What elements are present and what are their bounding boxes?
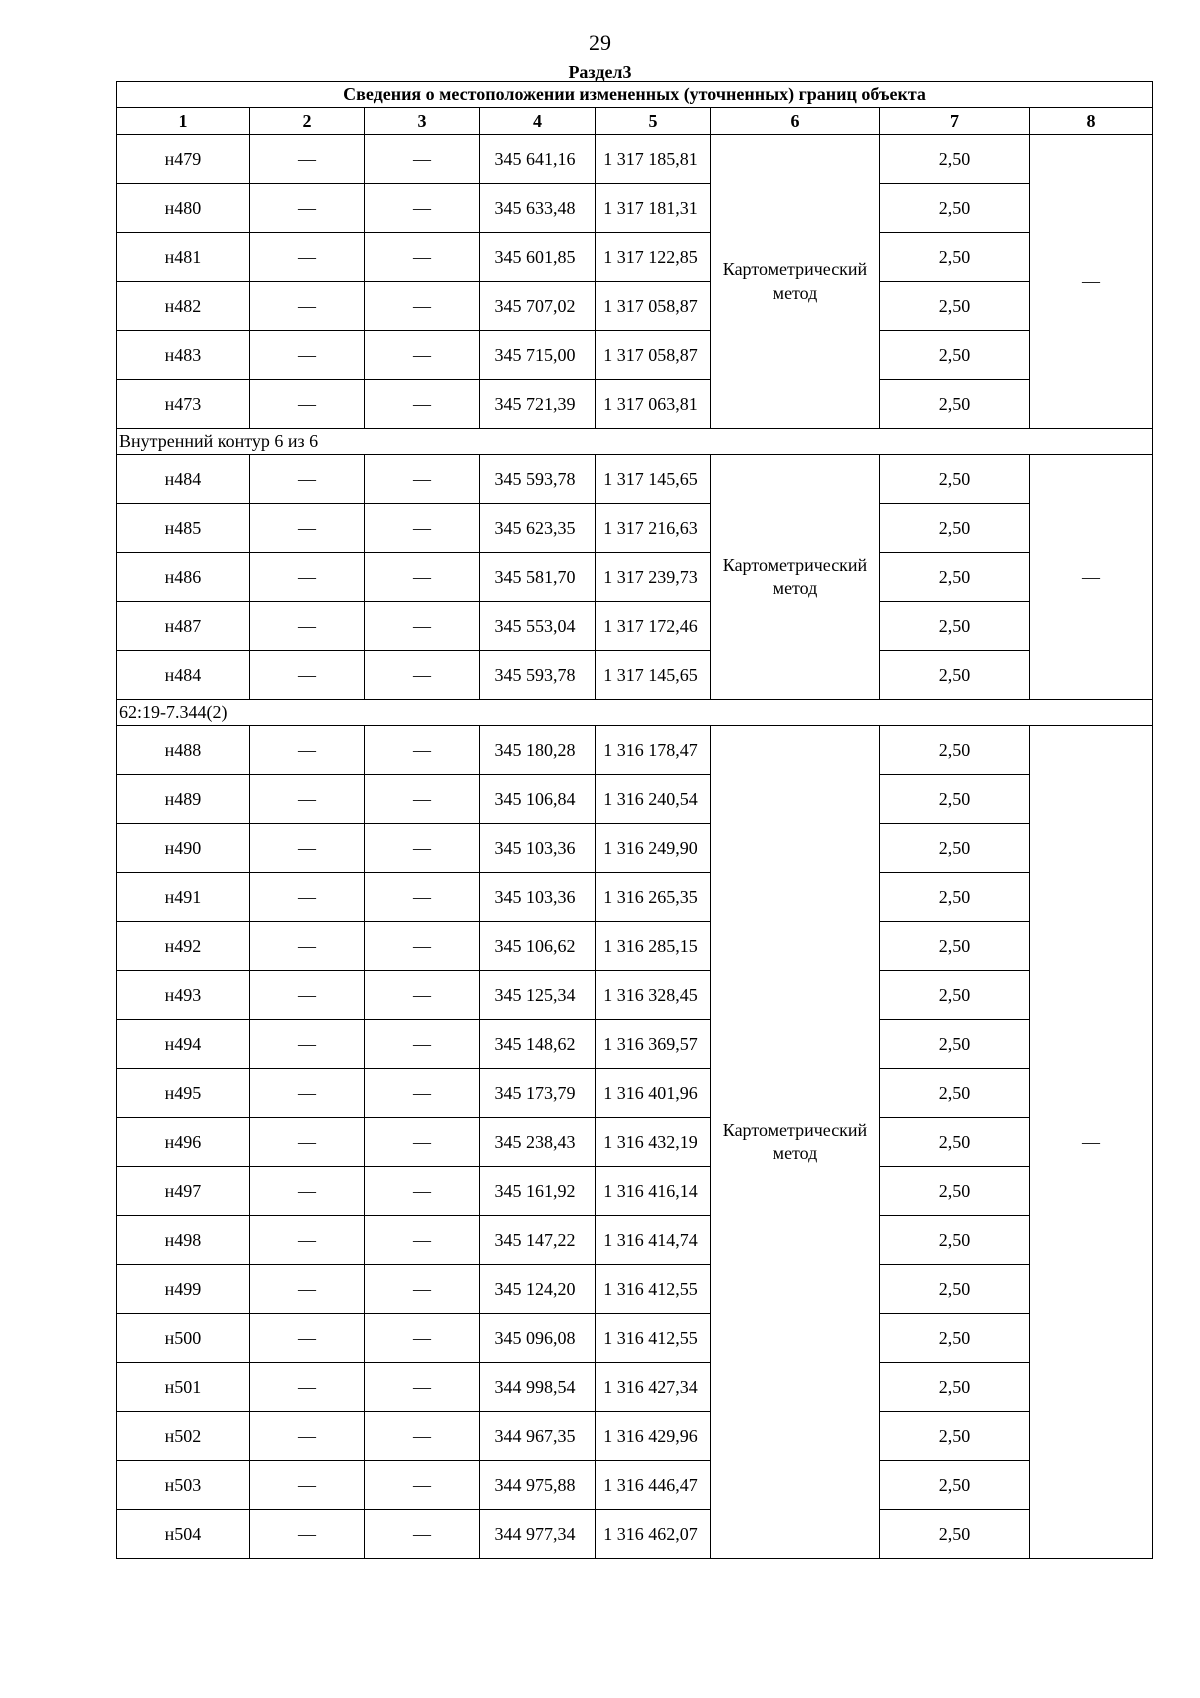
point-cell: н484 [117,651,250,700]
col2-cell: — [250,971,365,1020]
y-coordinate-cell: 1 317 216,63 [596,504,711,553]
table-row [117,1314,1153,1363]
x-coordinate-cell: 345 180,28 [480,726,596,775]
table-row [117,1020,1153,1069]
table-row [117,1265,1153,1314]
col3-cell: — [365,184,480,233]
col3-cell: — [365,971,480,1020]
x-coordinate-cell: 345 721,39 [480,380,596,429]
table-caption: Сведения о местоположении измененных (уточненных) границ объекта [117,82,1153,108]
x-coordinate-cell: 345 173,79 [480,1069,596,1118]
col2-cell: — [250,1412,365,1461]
accuracy-cell: 2,50 [880,1118,1030,1167]
x-coordinate-cell: 345 641,16 [480,135,596,184]
y-coordinate-cell: 1 316 328,45 [596,971,711,1020]
x-coordinate-cell: 345 601,85 [480,233,596,282]
table-row [117,1412,1153,1461]
point-cell: н487 [117,602,250,651]
point-cell: н473 [117,380,250,429]
y-coordinate-cell: 1 316 285,15 [596,922,711,971]
accuracy-cell: 2,50 [880,331,1030,380]
accuracy-cell: 2,50 [880,1363,1030,1412]
accuracy-cell: 2,50 [880,1069,1030,1118]
col3-cell: — [365,775,480,824]
y-coordinate-cell: 1 316 429,96 [596,1412,711,1461]
col2-cell: — [250,824,365,873]
method-cell: Картометрический метод [711,726,880,1559]
x-coordinate-cell: 345 238,43 [480,1118,596,1167]
col3-cell: — [365,1020,480,1069]
col2-cell: — [250,1020,365,1069]
y-coordinate-cell: 1 317 172,46 [596,602,711,651]
y-coordinate-cell: 1 316 416,14 [596,1167,711,1216]
col2-cell: — [250,282,365,331]
y-coordinate-cell: 1 317 181,31 [596,184,711,233]
col2-cell: — [250,1069,365,1118]
accuracy-cell: 2,50 [880,1216,1030,1265]
table-row [117,824,1153,873]
table-row [117,553,1153,602]
point-cell: н493 [117,971,250,1020]
point-cell: н488 [117,726,250,775]
col3-cell: — [365,455,480,504]
y-coordinate-cell: 1 316 427,34 [596,1363,711,1412]
col3-cell: — [365,922,480,971]
y-coordinate-cell: 1 316 249,90 [596,824,711,873]
x-coordinate-cell: 345 593,78 [480,651,596,700]
point-cell: н490 [117,824,250,873]
col2-cell: — [250,1118,365,1167]
x-coordinate-cell: 345 581,70 [480,553,596,602]
col3-cell: — [365,873,480,922]
accuracy-cell: 2,50 [880,380,1030,429]
x-coordinate-cell: 345 148,62 [480,1020,596,1069]
point-cell: н485 [117,504,250,553]
col3-cell: — [365,1265,480,1314]
x-coordinate-cell: 345 147,22 [480,1216,596,1265]
table-row [117,971,1153,1020]
x-coordinate-cell: 345 707,02 [480,282,596,331]
point-cell: н495 [117,1069,250,1118]
group-label: Внутренний контур 6 из 6 [117,429,1153,455]
y-coordinate-cell: 1 317 063,81 [596,380,711,429]
x-coordinate-cell: 345 103,36 [480,873,596,922]
accuracy-cell: 2,50 [880,726,1030,775]
y-coordinate-cell: 1 317 239,73 [596,553,711,602]
col3-cell: — [365,380,480,429]
y-coordinate-cell: 1 316 414,74 [596,1216,711,1265]
x-coordinate-cell: 345 553,04 [480,602,596,651]
x-coordinate-cell: 345 103,36 [480,824,596,873]
y-coordinate-cell: 1 316 240,54 [596,775,711,824]
col2-cell: — [250,602,365,651]
accuracy-cell: 2,50 [880,1412,1030,1461]
col2-cell: — [250,504,365,553]
col3-cell: — [365,1363,480,1412]
col8-cell: — [1030,726,1153,1559]
point-cell: н482 [117,282,250,331]
point-cell: н498 [117,1216,250,1265]
col3-cell: — [365,824,480,873]
y-coordinate-cell: 1 316 369,57 [596,1020,711,1069]
x-coordinate-cell: 345 593,78 [480,455,596,504]
accuracy-cell: 2,50 [880,1167,1030,1216]
accuracy-cell: 2,50 [880,1020,1030,1069]
accuracy-cell: 2,50 [880,1265,1030,1314]
x-coordinate-cell: 345 623,35 [480,504,596,553]
page-number: 29 [589,30,611,55]
col2-cell: — [250,873,365,922]
x-coordinate-cell: 344 967,35 [480,1412,596,1461]
col2-cell: — [250,135,365,184]
y-coordinate-cell: 1 317 122,85 [596,233,711,282]
accuracy-cell: 2,50 [880,971,1030,1020]
accuracy-cell: 2,50 [880,282,1030,331]
col3-cell: — [365,726,480,775]
col2-cell: — [250,1510,365,1559]
column-number-3: 3 [365,108,480,135]
x-coordinate-cell: 345 715,00 [480,331,596,380]
col2-cell: — [250,1167,365,1216]
column-number-4: 4 [480,108,596,135]
col2-cell: — [250,775,365,824]
col3-cell: — [365,135,480,184]
col3-cell: — [365,331,480,380]
accuracy-cell: 2,50 [880,553,1030,602]
accuracy-cell: 2,50 [880,455,1030,504]
column-number-5: 5 [596,108,711,135]
col2-cell: — [250,922,365,971]
x-coordinate-cell: 345 125,34 [480,971,596,1020]
table-row [117,233,1153,282]
method-cell: Картометрический метод [711,135,880,429]
y-coordinate-cell: 1 316 265,35 [596,873,711,922]
col3-cell: — [365,1510,480,1559]
x-coordinate-cell: 345 106,62 [480,922,596,971]
y-coordinate-cell: 1 317 058,87 [596,331,711,380]
col2-cell: — [250,1216,365,1265]
col3-cell: — [365,1412,480,1461]
point-cell: н483 [117,331,250,380]
col3-cell: — [365,233,480,282]
table-row [117,1510,1153,1559]
col3-cell: — [365,504,480,553]
group-label: 62:19-7.344(2) [117,700,1153,726]
column-number-6: 6 [711,108,880,135]
x-coordinate-cell: 345 124,20 [480,1265,596,1314]
table-row [117,602,1153,651]
boundary-coordinates-table [116,81,1153,1559]
y-coordinate-cell: 1 316 432,19 [596,1118,711,1167]
accuracy-cell: 2,50 [880,602,1030,651]
point-cell: н496 [117,1118,250,1167]
point-cell: н503 [117,1461,250,1510]
col3-cell: — [365,651,480,700]
point-cell: н504 [117,1510,250,1559]
y-coordinate-cell: 1 316 446,47 [596,1461,711,1510]
point-cell: н481 [117,233,250,282]
point-cell: н492 [117,922,250,971]
y-coordinate-cell: 1 316 412,55 [596,1314,711,1363]
point-cell: н502 [117,1412,250,1461]
x-coordinate-cell: 345 161,92 [480,1167,596,1216]
col2-cell: — [250,331,365,380]
col3-cell: — [365,1216,480,1265]
table-row [117,380,1153,429]
column-number-7: 7 [880,108,1030,135]
point-cell: н491 [117,873,250,922]
col3-cell: — [365,1167,480,1216]
point-cell: н497 [117,1167,250,1216]
y-coordinate-cell: 1 316 412,55 [596,1265,711,1314]
point-cell: н500 [117,1314,250,1363]
table-body [117,135,1153,1559]
table-row [117,135,1153,184]
x-coordinate-cell: 344 998,54 [480,1363,596,1412]
col2-cell: — [250,233,365,282]
table-row [117,1461,1153,1510]
table-row [117,184,1153,233]
y-coordinate-cell: 1 317 145,65 [596,455,711,504]
accuracy-cell: 2,50 [880,651,1030,700]
x-coordinate-cell: 344 975,88 [480,1461,596,1510]
accuracy-cell: 2,50 [880,184,1030,233]
table-row [117,1118,1153,1167]
y-coordinate-cell: 1 316 401,96 [596,1069,711,1118]
y-coordinate-cell: 1 317 058,87 [596,282,711,331]
table-row [117,922,1153,971]
point-cell: н501 [117,1363,250,1412]
method-cell: Картометрический метод [711,455,880,700]
col3-cell: — [365,1461,480,1510]
point-cell: н484 [117,455,250,504]
table-row [117,1216,1153,1265]
point-cell: н480 [117,184,250,233]
col3-cell: — [365,1314,480,1363]
x-coordinate-cell: 345 096,08 [480,1314,596,1363]
table-row [117,455,1153,504]
column-number-8: 8 [1030,108,1153,135]
y-coordinate-cell: 1 316 178,47 [596,726,711,775]
col2-cell: — [250,1265,365,1314]
col2-cell: — [250,1314,365,1363]
col3-cell: — [365,553,480,602]
x-coordinate-cell: 344 977,34 [480,1510,596,1559]
table-row [117,1069,1153,1118]
point-cell: н499 [117,1265,250,1314]
accuracy-cell: 2,50 [880,873,1030,922]
y-coordinate-cell: 1 317 185,81 [596,135,711,184]
point-cell: н489 [117,775,250,824]
col3-cell: — [365,602,480,651]
accuracy-cell: 2,50 [880,233,1030,282]
table-row [117,1363,1153,1412]
col2-cell: — [250,1461,365,1510]
table-row [117,282,1153,331]
point-cell: н486 [117,553,250,602]
table-row [117,651,1153,700]
col2-cell: — [250,1363,365,1412]
table-row [117,873,1153,922]
x-coordinate-cell: 345 106,84 [480,775,596,824]
table-row [117,331,1153,380]
col2-cell: — [250,380,365,429]
col2-cell: — [250,184,365,233]
accuracy-cell: 2,50 [880,1314,1030,1363]
col8-cell: — [1030,135,1153,429]
accuracy-cell: 2,50 [880,504,1030,553]
col2-cell: — [250,651,365,700]
column-number-1: 1 [117,108,250,135]
table-row [117,1167,1153,1216]
accuracy-cell: 2,50 [880,1510,1030,1559]
accuracy-cell: 2,50 [880,922,1030,971]
accuracy-cell: 2,50 [880,1461,1030,1510]
y-coordinate-cell: 1 316 462,07 [596,1510,711,1559]
x-coordinate-cell: 345 633,48 [480,184,596,233]
column-number-row [117,108,1153,135]
y-coordinate-cell: 1 317 145,65 [596,651,711,700]
table-row [117,775,1153,824]
point-cell: н494 [117,1020,250,1069]
accuracy-cell: 2,50 [880,824,1030,873]
col3-cell: — [365,1069,480,1118]
group-header-row [117,429,1153,455]
table-row [117,504,1153,553]
accuracy-cell: 2,50 [880,775,1030,824]
col8-cell: — [1030,455,1153,700]
col2-cell: — [250,553,365,602]
col2-cell: — [250,726,365,775]
point-cell: н479 [117,135,250,184]
table-row [117,726,1153,775]
group-header-row [117,700,1153,726]
col2-cell: — [250,455,365,504]
accuracy-cell: 2,50 [880,135,1030,184]
column-number-2: 2 [250,108,365,135]
col3-cell: — [365,282,480,331]
section-title: Раздел3 [568,62,632,82]
col3-cell: — [365,1118,480,1167]
